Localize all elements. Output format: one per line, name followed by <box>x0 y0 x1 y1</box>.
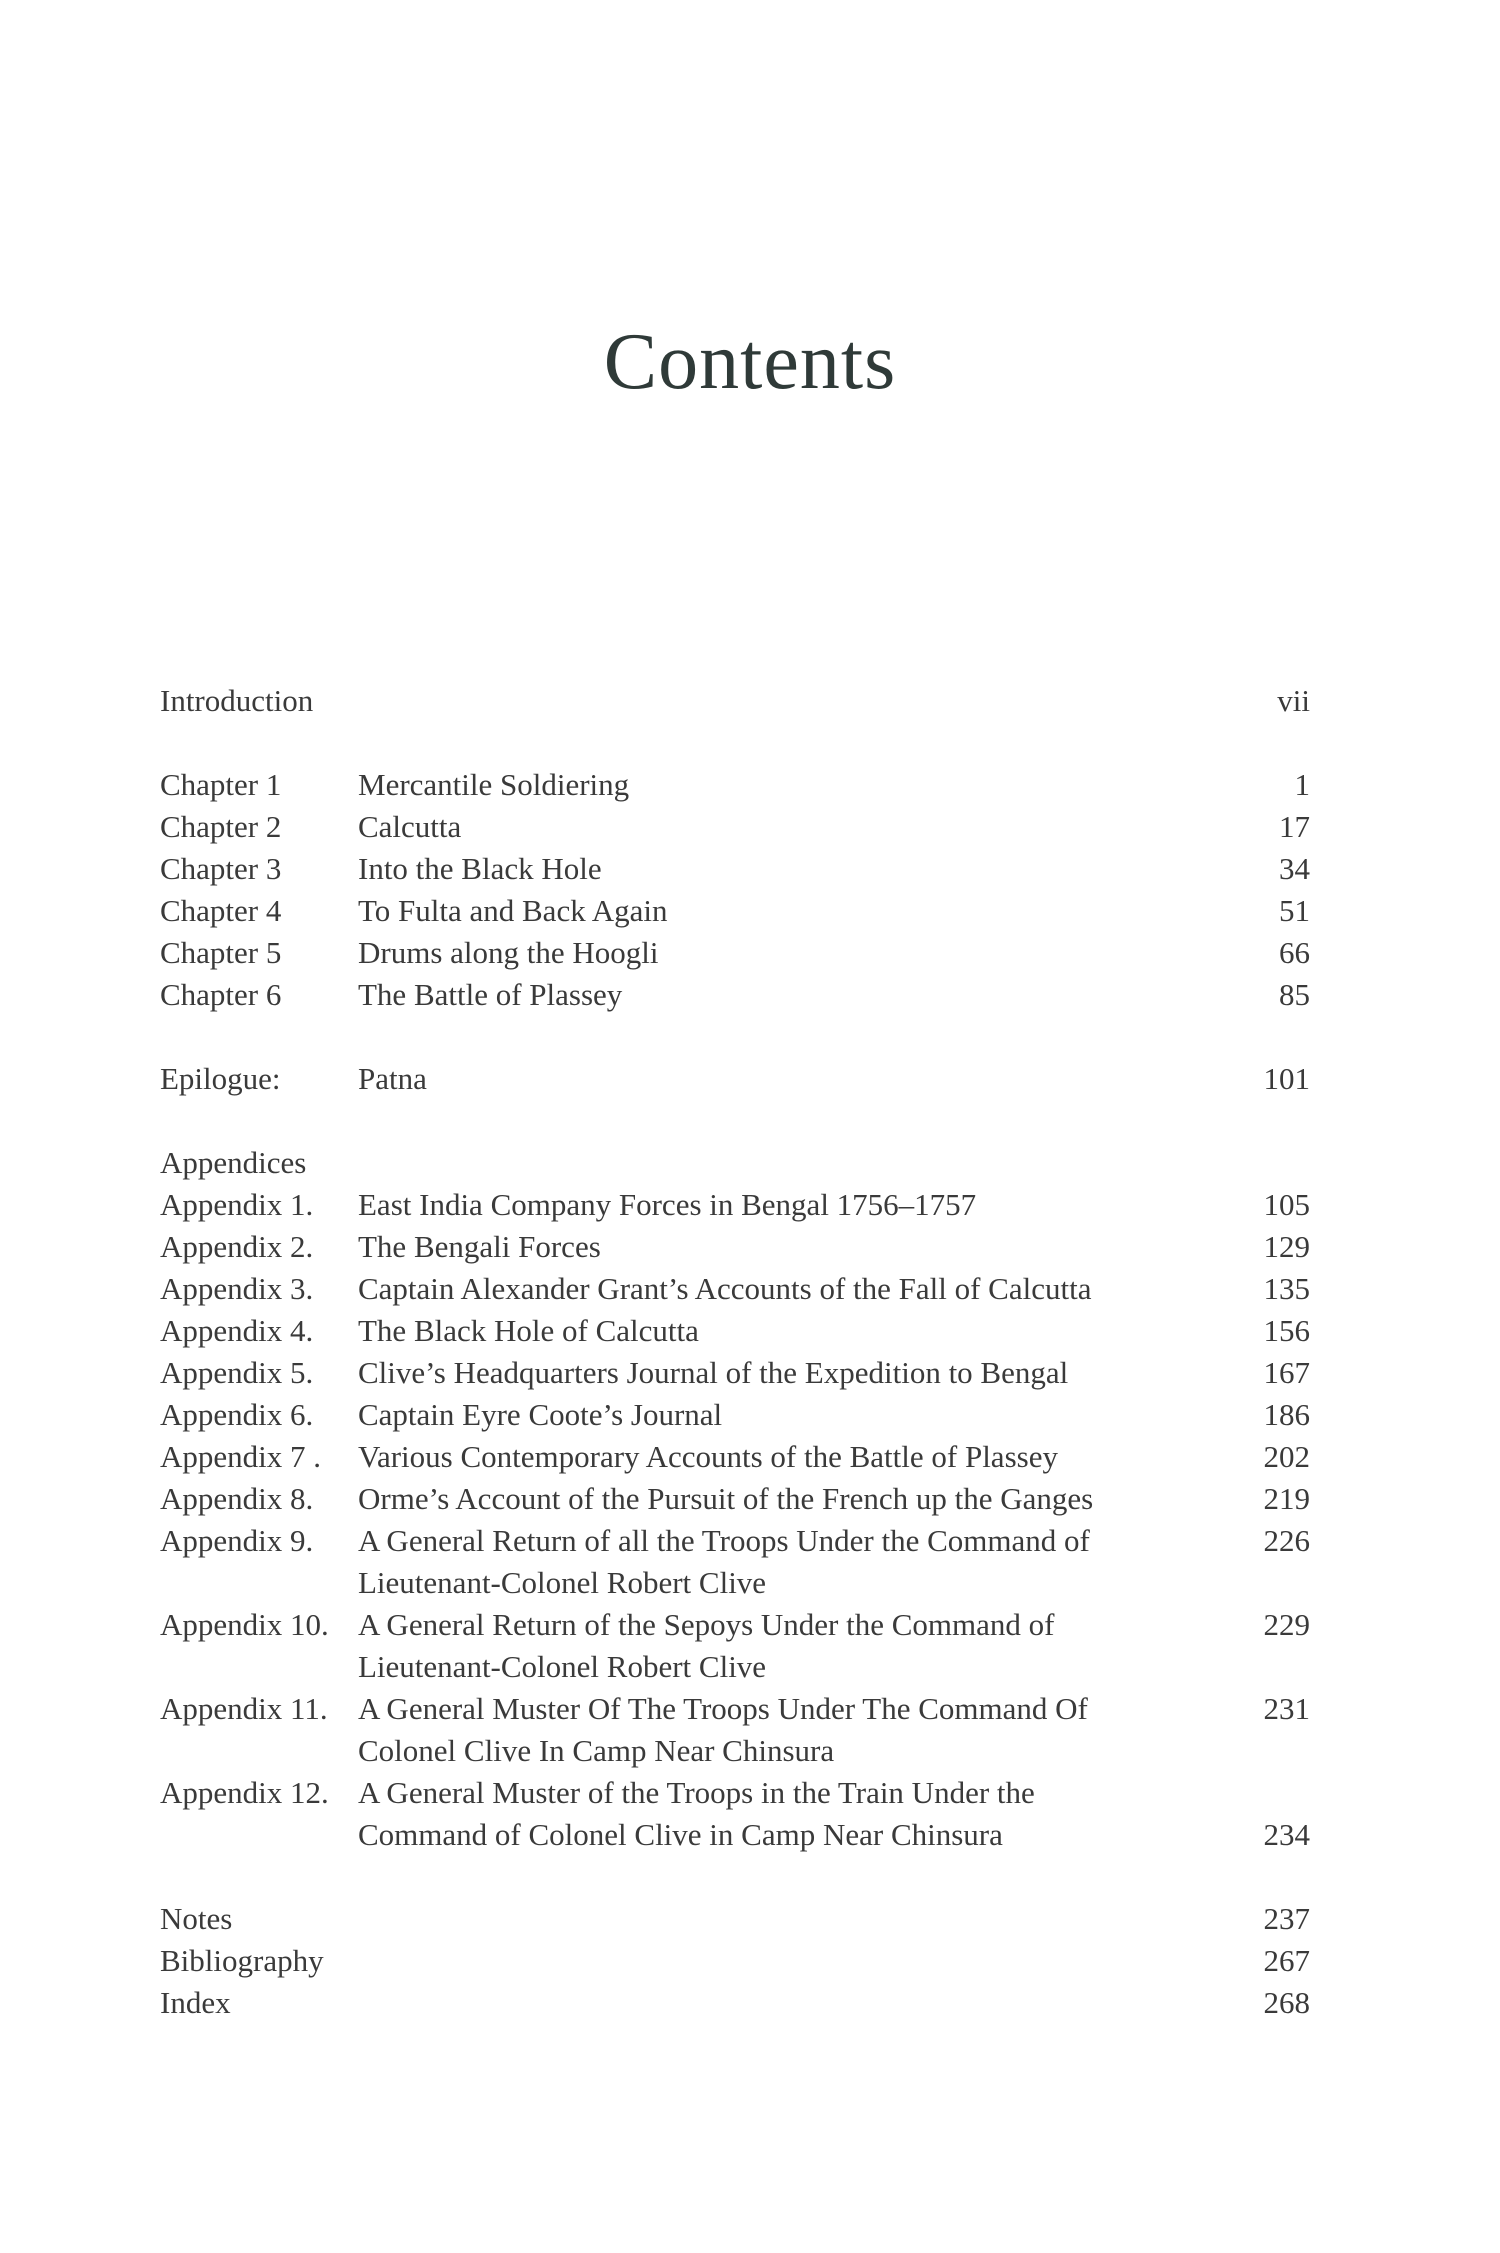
entry-label: Bibliography <box>160 1943 324 1978</box>
entry-page: 202 <box>1263 1439 1310 1474</box>
entry-label: Appendix 5. <box>160 1355 314 1390</box>
entry-label: Chapter 3 <box>160 851 282 886</box>
toc-entry-appendix <box>160 1394 1310 1436</box>
entry-title: East India Company Forces in Bengal 1756–1757 <box>358 1187 977 1222</box>
entry-title-continued: Command of Colonel Clive in Camp Near Chinsura <box>358 1817 1003 1852</box>
toc-entry-notes <box>160 1898 1310 1940</box>
toc-entry-appendix <box>160 1226 1310 1268</box>
entry-page: 34 <box>1279 851 1310 886</box>
toc-introduction-section <box>160 680 1310 722</box>
entry-label: Appendix 2. <box>160 1229 314 1264</box>
entry-label: Appendix 7 . <box>160 1439 322 1474</box>
toc-entry-bibliography <box>160 1940 1310 1982</box>
entry-page: vii <box>1277 683 1310 718</box>
entry-page: 267 <box>1263 1943 1310 1978</box>
entry-page: 186 <box>1263 1397 1310 1432</box>
entry-page: 156 <box>1263 1313 1310 1348</box>
entry-label: Appendix 4. <box>160 1313 314 1348</box>
entry-label: Appendix 8. <box>160 1481 314 1516</box>
entry-label: Appendix 6. <box>160 1397 314 1432</box>
toc-entry-appendix <box>160 1604 1310 1688</box>
entry-page: 101 <box>1263 1061 1310 1096</box>
toc-epilogue-section <box>160 1058 1310 1100</box>
entry-title: A General Muster Of The Troops Under The Command Of <box>358 1691 1088 1726</box>
entry-label: Epilogue: <box>160 1061 281 1096</box>
appendices-heading: Appendices <box>160 1145 307 1180</box>
entry-title: A General Muster of the Troops in the Train Under the <box>358 1775 1035 1810</box>
entry-page: 85 <box>1279 977 1310 1012</box>
entry-page: 219 <box>1263 1481 1310 1516</box>
toc-chapters-section <box>160 764 1310 1016</box>
entry-title: Orme’s Account of the Pursuit of the French up the Ganges <box>358 1481 1094 1516</box>
toc-entry-chapter <box>160 848 1310 890</box>
toc-entry-chapter <box>160 806 1310 848</box>
toc-entry-epilogue <box>160 1058 1310 1100</box>
appendices-heading-row <box>160 1142 1310 1184</box>
entry-title: To Fulta and Back Again <box>358 893 668 928</box>
entry-title: Clive’s Headquarters Journal of the Expedition to Bengal <box>358 1355 1069 1390</box>
entry-title: Calcutta <box>358 809 462 844</box>
entry-title: Captain Alexander Grant’s Accounts of the Fall of Calcutta <box>358 1271 1092 1306</box>
entry-title: The Black Hole of Calcutta <box>358 1313 699 1348</box>
entry-label: Chapter 4 <box>160 893 282 928</box>
entry-title: Mercantile Soldiering <box>358 767 630 802</box>
toc-entry-chapter <box>160 890 1310 932</box>
entry-title: Into the Black Hole <box>358 851 602 886</box>
entry-page: 135 <box>1263 1271 1310 1306</box>
toc-entry-chapter <box>160 974 1310 1016</box>
entry-label: Chapter 6 <box>160 977 282 1012</box>
entry-page: 51 <box>1279 893 1310 928</box>
entry-label: Index <box>160 1985 231 2020</box>
toc-entry-appendix <box>160 1310 1310 1352</box>
entry-page: 234 <box>1263 1817 1310 1852</box>
toc-entry-chapter <box>160 932 1310 974</box>
entry-title: A General Return of the Sepoys Under the Command of <box>358 1607 1055 1642</box>
entry-label: Appendix 11. <box>160 1691 328 1726</box>
entry-page: 226 <box>1263 1523 1310 1558</box>
entry-label: Appendix 10. <box>160 1607 329 1642</box>
toc-entry-appendix <box>160 1436 1310 1478</box>
entry-label: Appendix 12. <box>160 1775 329 1810</box>
entry-label: Notes <box>160 1901 233 1936</box>
toc-entry-index <box>160 1982 1310 2024</box>
entry-page: 17 <box>1279 809 1310 844</box>
entry-label: Chapter 5 <box>160 935 282 970</box>
entry-page: 268 <box>1263 1985 1310 2020</box>
toc-entry-appendix <box>160 1772 1310 1856</box>
entry-title: A General Return of all the Troops Under the Command of <box>358 1523 1090 1558</box>
entry-page: 229 <box>1263 1607 1310 1642</box>
entry-label: Appendix 1. <box>160 1187 314 1222</box>
entry-title: Various Contemporary Accounts of the Battle of Plassey <box>358 1439 1058 1474</box>
toc-entry-appendix <box>160 1352 1310 1394</box>
toc-entry-appendix <box>160 1478 1310 1520</box>
entry-title: Captain Eyre Coote’s Journal <box>358 1397 723 1432</box>
toc-appendices-section <box>160 1142 1310 1856</box>
entry-title: Drums along the Hoogli <box>358 935 659 970</box>
entry-label: Chapter 1 <box>160 767 282 802</box>
entry-page: 231 <box>1263 1691 1310 1726</box>
entry-page: 105 <box>1263 1187 1310 1222</box>
entry-page: 1 <box>1294 767 1310 802</box>
entry-title: The Bengali Forces <box>358 1229 601 1264</box>
entry-title-continued: Lieutenant-Colonel Robert Clive <box>358 1649 767 1684</box>
entry-page: 167 <box>1263 1355 1310 1390</box>
entry-title: Patna <box>358 1061 427 1096</box>
page-title: Contents <box>603 318 897 406</box>
entry-title-continued: Lieutenant-Colonel Robert Clive <box>358 1565 767 1600</box>
entry-page: 237 <box>1263 1901 1310 1936</box>
toc-entry-appendix <box>160 1688 1310 1772</box>
toc-entry-introduction <box>160 680 1310 722</box>
toc-entry-appendix <box>160 1520 1310 1604</box>
entry-page: 66 <box>1279 935 1310 970</box>
entry-label: Appendix 3. <box>160 1271 314 1306</box>
toc-entry-appendix <box>160 1184 1310 1226</box>
toc-back-matter-section <box>160 1898 1310 2024</box>
entry-page: 129 <box>1263 1229 1310 1264</box>
toc-entry-chapter <box>160 764 1310 806</box>
entry-label: Introduction <box>160 683 314 718</box>
entry-label: Appendix 9. <box>160 1523 314 1558</box>
entry-label: Chapter 2 <box>160 809 282 844</box>
entry-title: The Battle of Plassey <box>358 977 623 1012</box>
toc-entry-appendix <box>160 1268 1310 1310</box>
entry-title-continued: Colonel Clive In Camp Near Chinsura <box>358 1733 835 1768</box>
